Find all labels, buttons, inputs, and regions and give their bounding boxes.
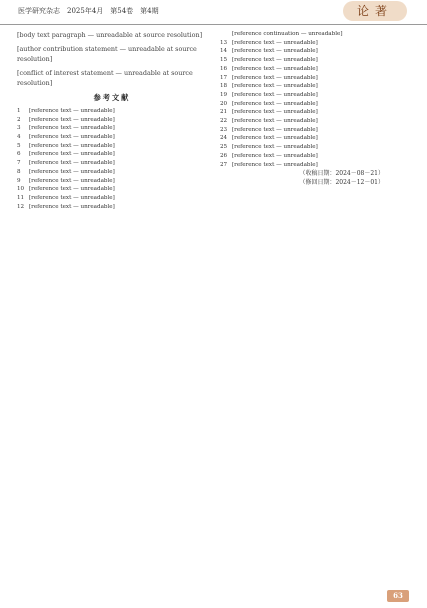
reference-number: 18 bbox=[220, 83, 228, 90]
reference-number: 20 bbox=[220, 100, 228, 107]
reference-text: [reference text — unreadable] bbox=[232, 65, 318, 72]
reference-number: 16 bbox=[220, 65, 228, 72]
reference-number: 10 bbox=[17, 186, 25, 193]
reference-text: [reference text — unreadable] bbox=[232, 74, 318, 81]
conflict-statement: [conflict of interest statement — unreadable at source resolution] bbox=[17, 68, 193, 88]
journal-running-head: 医学研究杂志 2025年4月 第54卷 第4期 bbox=[18, 7, 159, 15]
reference-item bbox=[220, 56, 410, 65]
received-date: （收稿日期：2024－08－21） bbox=[299, 170, 384, 178]
reference-text: [reference text — unreadable] bbox=[29, 168, 115, 175]
revised-date: （修回日期：2024－12－01） bbox=[299, 179, 384, 187]
reference-text: [reference text — unreadable] bbox=[232, 100, 318, 107]
reference-item bbox=[17, 168, 207, 177]
reference-item bbox=[17, 203, 207, 212]
left-column bbox=[17, 30, 207, 211]
reference-text: [reference text — unreadable] bbox=[29, 177, 115, 184]
reference-item bbox=[220, 108, 410, 117]
reference-number: 15 bbox=[220, 57, 228, 64]
reference-number: 9 bbox=[17, 177, 21, 184]
reference-number: 17 bbox=[220, 74, 228, 81]
reference-item bbox=[220, 30, 410, 39]
reference-text: [reference text — unreadable] bbox=[232, 126, 318, 133]
reference-number: 25 bbox=[220, 144, 228, 151]
reference-item bbox=[17, 150, 207, 159]
reference-text: [reference text — unreadable] bbox=[29, 125, 115, 132]
reference-number: 13 bbox=[220, 39, 228, 46]
reference-item bbox=[17, 107, 207, 116]
reference-text: [reference text — unreadable] bbox=[232, 39, 318, 46]
reference-item bbox=[220, 152, 410, 161]
section-label: 论著 bbox=[356, 4, 393, 18]
reference-text: [reference text — unreadable] bbox=[29, 160, 115, 167]
page-number-badge bbox=[387, 590, 409, 602]
reference-text: [reference text — unreadable] bbox=[232, 118, 318, 125]
reference-number: 12 bbox=[17, 203, 25, 210]
reference-text: [reference text — unreadable] bbox=[29, 151, 115, 158]
reference-item bbox=[220, 117, 410, 126]
reference-text: [reference text — unreadable] bbox=[232, 144, 318, 151]
reference-number: 14 bbox=[220, 48, 228, 55]
reference-text: [reference text — unreadable] bbox=[232, 48, 318, 55]
reference-text: [reference text — unreadable] bbox=[232, 109, 318, 116]
reference-item bbox=[220, 143, 410, 152]
reference-number: 11 bbox=[17, 195, 25, 201]
reference-text: [reference text — unreadable] bbox=[232, 91, 318, 98]
reference-text: [reference text — unreadable] bbox=[232, 135, 318, 142]
references-heading: 参考文献 bbox=[93, 92, 131, 102]
reference-number: 24 bbox=[220, 135, 228, 142]
reference-text: [reference text — unreadable] bbox=[29, 186, 115, 193]
reference-text: [reference text — unreadable] bbox=[29, 195, 115, 201]
body-paragraph: [body text paragraph — unreadable at source resolution] bbox=[17, 31, 203, 39]
reference-item bbox=[220, 100, 410, 109]
reference-item bbox=[17, 159, 207, 168]
reference-text: [reference text — unreadable] bbox=[29, 116, 115, 123]
reference-item bbox=[220, 161, 410, 170]
reference-number: 22 bbox=[220, 118, 228, 125]
reference-item bbox=[17, 185, 207, 194]
page-header bbox=[0, 0, 427, 25]
reference-item bbox=[17, 116, 207, 125]
reference-number bbox=[220, 30, 232, 39]
reference-number: 5 bbox=[17, 142, 21, 149]
reference-number: 19 bbox=[220, 91, 228, 98]
reference-number: 21 bbox=[220, 109, 228, 116]
reference-number: 3 bbox=[17, 125, 21, 132]
author-contribution: [author contribution statement — unreadable at source resolution] bbox=[17, 44, 197, 64]
reference-number: 7 bbox=[17, 160, 21, 167]
reference-number: 1 bbox=[17, 107, 21, 114]
reference-text: [reference continuation — unreadable] bbox=[232, 31, 343, 37]
reference-number: 4 bbox=[17, 134, 21, 141]
reference-text: [reference text — unreadable] bbox=[29, 107, 115, 114]
reference-number: 8 bbox=[17, 168, 21, 175]
section-badge bbox=[343, 1, 407, 21]
reference-number: 2 bbox=[17, 116, 21, 123]
reference-number: 6 bbox=[17, 151, 21, 158]
reference-item bbox=[220, 82, 410, 91]
reference-item bbox=[220, 91, 410, 100]
reference-item bbox=[220, 47, 410, 56]
reference-text: [reference text — unreadable] bbox=[232, 152, 318, 159]
reference-text: [reference text — unreadable] bbox=[29, 134, 115, 141]
reference-number: 27 bbox=[220, 161, 228, 168]
right-column bbox=[220, 30, 410, 187]
reference-list bbox=[220, 30, 410, 169]
reference-text: [reference text — unreadable] bbox=[232, 83, 318, 90]
page-number: 63 bbox=[393, 591, 403, 600]
reference-item bbox=[220, 39, 410, 48]
reference-number: 26 bbox=[220, 152, 228, 159]
reference-item bbox=[17, 194, 207, 203]
reference-item bbox=[220, 134, 410, 143]
reference-item bbox=[17, 124, 207, 133]
reference-text: [reference text — unreadable] bbox=[232, 57, 318, 64]
reference-text: [reference text — unreadable] bbox=[29, 142, 115, 149]
reference-list bbox=[17, 107, 207, 211]
reference-text: [reference text — unreadable] bbox=[29, 203, 115, 210]
reference-item bbox=[220, 126, 410, 135]
reference-item bbox=[17, 133, 207, 142]
reference-item bbox=[220, 65, 410, 74]
reference-number: 23 bbox=[220, 126, 228, 133]
reference-item bbox=[17, 142, 207, 151]
reference-item bbox=[220, 74, 410, 83]
reference-text: [reference text — unreadable] bbox=[232, 161, 318, 168]
reference-item bbox=[17, 177, 207, 186]
